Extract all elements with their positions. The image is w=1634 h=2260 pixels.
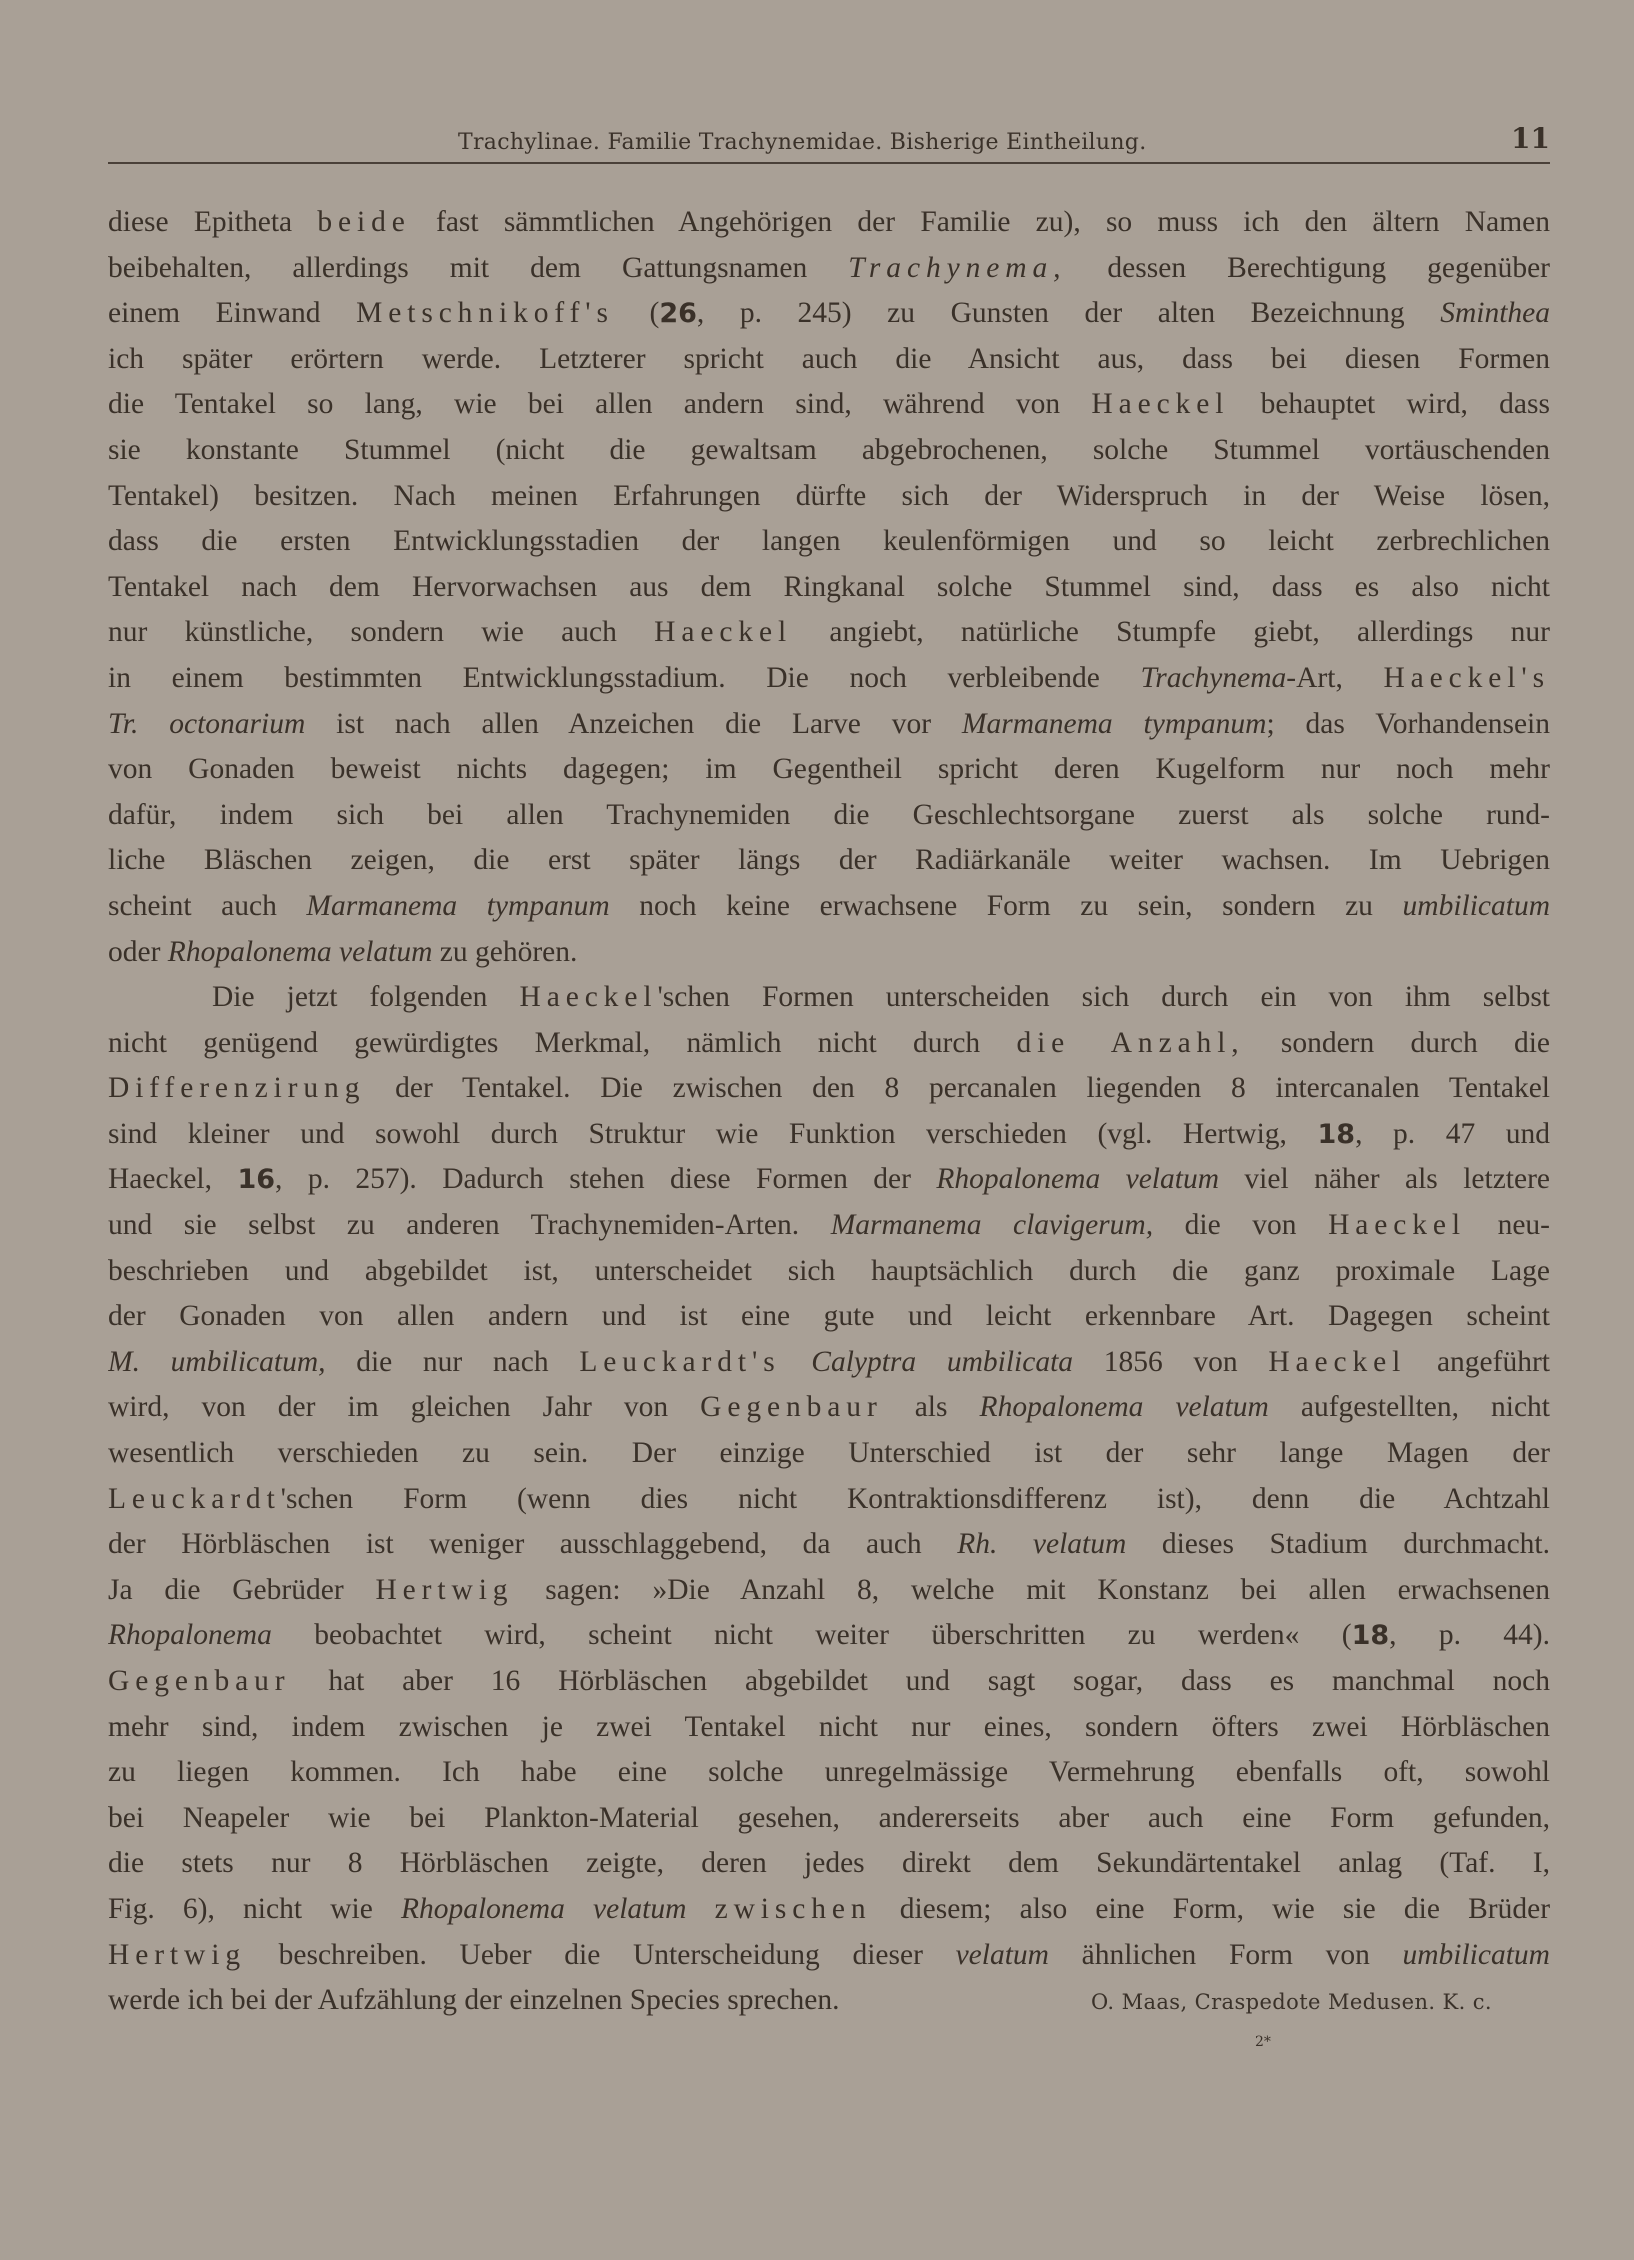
text-run: sie konstante Stummel (nicht die gewaltsam abgebrochenen, solche Stummel vortäuschenden bbox=[108, 433, 1550, 466]
text-line bbox=[108, 337, 1550, 383]
text-run: behauptet wird, dass bbox=[1229, 388, 1550, 421]
text-run: Marmanema tympanum bbox=[961, 707, 1267, 740]
text-line bbox=[108, 656, 1550, 702]
text-line bbox=[108, 610, 1550, 656]
text-run: dass die ersten Entwicklungsstadien der langen keulenförmigen und so leicht zerbrechlichen bbox=[108, 525, 1550, 558]
text-run: sondern durch die bbox=[1244, 1026, 1550, 1059]
text-run: Gegenbaur bbox=[108, 1665, 291, 1697]
text-line bbox=[108, 1021, 1550, 1067]
text-run: oder bbox=[108, 935, 168, 968]
text-run: Haeckel's bbox=[1383, 661, 1550, 694]
text-run: nur künstliche, sondern wie auch bbox=[108, 616, 655, 649]
text-run: Fig. 6), nicht wie bbox=[108, 1892, 401, 1925]
text-run: die Anzahl, bbox=[1016, 1026, 1245, 1059]
text-run: Tentakel nach dem Hervorwachsen aus dem Ringkanal solche Stummel sind, dass es also nicht bbox=[108, 570, 1550, 603]
text-run: der Gonaden von allen andern und ist eine gute und leicht erkennbare Art. Dagegen scheint bbox=[108, 1300, 1550, 1333]
text-run: aufgestellten, nicht bbox=[1268, 1391, 1550, 1424]
text-run: velatum bbox=[955, 1938, 1049, 1971]
text-run: zu gehören. bbox=[432, 935, 578, 968]
text-line bbox=[108, 474, 1550, 520]
text-run: angiebt, natürliche Stumpfe giebt, allerdings nur bbox=[792, 616, 1550, 649]
text-run: Rhopalonema velatum bbox=[167, 935, 433, 968]
text-line bbox=[108, 1933, 1550, 1979]
text-run: von Gonaden beweist nichts dagegen; im Gegentheil spricht deren Kugelform nur noch mehr bbox=[108, 753, 1550, 786]
text-run: ist nach allen Anzeichen die Larve vor bbox=[305, 707, 962, 740]
text-run: Marmanema tympanum bbox=[306, 889, 610, 922]
text-run: Haeckel bbox=[1268, 1345, 1407, 1378]
text-run: zu liegen kommen. Ich habe eine solche unregelmässige Vermehrung ebenfalls oft, sowohl bbox=[108, 1756, 1550, 1789]
text-run: zwischen bbox=[714, 1892, 872, 1925]
text-run: hat aber 16 Hörbläschen abgebildet und sagt sogar, dass es manchmal noch bbox=[290, 1665, 1550, 1697]
text-run: 1856 von bbox=[1073, 1345, 1269, 1378]
text-run: die nur nach bbox=[325, 1345, 580, 1378]
text-run: 16 bbox=[237, 1164, 276, 1196]
text-run: noch keine erwachsene Form zu sein, sondern zu bbox=[609, 889, 1403, 922]
text-line bbox=[108, 1613, 1550, 1659]
text-run: Die jetzt folgenden bbox=[212, 981, 520, 1014]
text-line bbox=[108, 1385, 1550, 1431]
text-run: Rhopalonema velatum bbox=[979, 1391, 1269, 1424]
text-run: Calyptra umbilicata bbox=[811, 1345, 1074, 1378]
text-run: , p. 245) zu Gunsten der alten Bezeichnung bbox=[696, 297, 1441, 330]
text-run: Trachynema bbox=[1140, 661, 1287, 694]
text-line bbox=[108, 1887, 1550, 1933]
text-run: beide bbox=[317, 206, 411, 238]
text-run: Rhopalonema bbox=[108, 1619, 272, 1652]
text-run: mehr sind, indem zwischen je zwei Tentakel nicht nur eines, sondern öfters zwei Hörbläschen bbox=[108, 1710, 1550, 1743]
text-line bbox=[108, 1568, 1550, 1614]
text-run: Marmanema clavigerum, bbox=[830, 1209, 1154, 1242]
text-line bbox=[108, 884, 1550, 930]
text-run bbox=[686, 1893, 714, 1925]
text-run: sagen: »Die Anzahl 8, welche mit Konstanz bei allen erwachsenen bbox=[513, 1573, 1550, 1606]
text-run: dieses Stadium durchmacht. bbox=[1126, 1528, 1550, 1561]
text-run: die von bbox=[1153, 1209, 1329, 1242]
text-run: ( bbox=[613, 297, 660, 330]
text-line bbox=[108, 200, 1550, 246]
text-run: viel näher als letztere bbox=[1219, 1163, 1550, 1196]
text-run: die stets nur 8 Hörbläschen zeigte, deren jedes direkt dem Sekundärtentakel anlag (Taf. I, bbox=[108, 1847, 1550, 1880]
text-line bbox=[108, 1750, 1550, 1796]
text-run: -Art, bbox=[1286, 661, 1384, 694]
text-run: beobachtet wird, scheint nicht weiter überschritten zu werden« ( bbox=[271, 1619, 1352, 1652]
text-run: liche Bläschen zeigen, die erst später längs der Radiärkanäle weiter wachsen. Im Uebrigen bbox=[108, 844, 1550, 877]
text-run: angeführt bbox=[1406, 1345, 1550, 1378]
text-run: werde ich bei der Aufzählung der einzelnen Species sprechen. bbox=[108, 1984, 840, 2017]
text-run: dessen Berechtigung gegenüber bbox=[1066, 251, 1550, 284]
text-run: die Tentakel so lang, wie bei allen andern sind, während von bbox=[108, 388, 1092, 421]
text-run: Trachynema, bbox=[848, 251, 1067, 284]
text-line bbox=[108, 1249, 1550, 1295]
text-run: einem Einwand bbox=[108, 297, 357, 330]
text-run: Haeckel bbox=[654, 616, 793, 649]
text-line bbox=[108, 246, 1550, 292]
text-run: Leuckardt's bbox=[579, 1345, 781, 1378]
text-line bbox=[108, 1066, 1550, 1112]
text-line bbox=[108, 1203, 1550, 1249]
text-run: der Tentakel. Die zwischen den 8 percanalen liegenden 8 intercanalen Tentakel bbox=[365, 1072, 1550, 1105]
text-line bbox=[108, 1157, 1550, 1203]
text-run: diese Epitheta bbox=[108, 206, 318, 238]
text-line bbox=[108, 519, 1550, 565]
text-line bbox=[108, 1340, 1550, 1386]
text-line bbox=[108, 428, 1550, 474]
text-run: Gegenbaur bbox=[700, 1391, 883, 1424]
text-run: beibehalten, allerdings mit dem Gattungsnamen bbox=[108, 251, 849, 284]
text-run: Haeckel bbox=[1328, 1209, 1467, 1242]
text-run: 26 bbox=[659, 298, 697, 330]
text-line bbox=[108, 1112, 1550, 1158]
text-line bbox=[108, 1841, 1550, 1887]
text-run: , p. 47 und bbox=[1355, 1117, 1550, 1150]
text-run: Rh. velatum bbox=[957, 1528, 1127, 1561]
text-run: als bbox=[882, 1391, 980, 1424]
page-number: 11 bbox=[1511, 122, 1550, 155]
text-run: Hertwig bbox=[375, 1573, 514, 1606]
text-line bbox=[108, 747, 1550, 793]
text-run: Sminthea bbox=[1440, 297, 1550, 330]
text-run: Haeckel bbox=[519, 981, 658, 1014]
text-line bbox=[108, 382, 1550, 428]
text-run: in einem bestimmten Entwicklungsstadium. Die noch verbleibende bbox=[108, 661, 1141, 694]
text-run: wird, von der im gleichen Jahr von bbox=[108, 1391, 701, 1424]
text-run: , p. 44). bbox=[1389, 1619, 1550, 1652]
text-line bbox=[108, 1796, 1550, 1842]
text-run: Leuckardt bbox=[108, 1482, 281, 1515]
text-run: und sie selbst zu anderen Trachynemiden-Arten. bbox=[108, 1209, 831, 1242]
body-text bbox=[108, 200, 1550, 2024]
text-line bbox=[108, 1294, 1550, 1340]
text-line bbox=[108, 702, 1550, 748]
text-run: ich später erörtern werde. Letzterer spricht auch die Ansicht aus, dass bei diesen Formen bbox=[108, 342, 1550, 375]
text-run: ; das Vorhandensein bbox=[1266, 707, 1550, 740]
text-run: beschrieben und abgebildet ist, unterscheidet sich hauptsächlich durch die ganz proximale Lage bbox=[108, 1254, 1550, 1287]
text-run: Metschnikoff's bbox=[356, 297, 614, 330]
text-line bbox=[108, 1522, 1550, 1568]
text-line bbox=[108, 930, 1550, 976]
text-run: diesem; also eine Form, wie sie die Brüder bbox=[871, 1892, 1550, 1925]
text-run: 18 bbox=[1351, 1620, 1390, 1652]
text-run: umbilicatum bbox=[1402, 1938, 1550, 1971]
text-line bbox=[108, 291, 1550, 337]
text-run: scheint auch bbox=[108, 889, 307, 922]
text-run: 'schen Formen unterscheiden sich durch ein von ihm selbst bbox=[657, 981, 1550, 1014]
text-line bbox=[108, 565, 1550, 611]
text-run: wesentlich verschieden zu sein. Der einzige Unterschied ist der sehr lange Magen der bbox=[108, 1437, 1550, 1470]
text-run: 18 bbox=[1317, 1118, 1356, 1150]
text-run: Rhopalonema velatum bbox=[400, 1892, 687, 1925]
text-line bbox=[108, 975, 1550, 1021]
text-run bbox=[781, 1346, 812, 1378]
text-run: Hertwig bbox=[108, 1938, 246, 1971]
text-run: , p. 257). Dadurch stehen diese Formen der bbox=[275, 1163, 937, 1196]
text-line bbox=[108, 838, 1550, 884]
text-line bbox=[108, 1431, 1550, 1477]
text-run: nicht genügend gewürdigtes Merkmal, nämlich nicht durch bbox=[108, 1026, 1017, 1059]
text-line bbox=[108, 1477, 1550, 1523]
text-run: beschreiben. Ueber die Unterscheidung dieser bbox=[245, 1938, 956, 1971]
text-run: neu- bbox=[1466, 1209, 1550, 1242]
running-title: Trachylinae. Familie Trachynemidae. Bisherige Eintheilung. bbox=[458, 130, 1147, 155]
running-header bbox=[108, 122, 1550, 164]
text-run: Haeckel bbox=[1091, 388, 1230, 421]
text-run: Rhopalonema velatum bbox=[936, 1163, 1219, 1196]
text-run: bei Neapeler wie bei Plankton-Material gesehen, andererseits aber auch eine Form gefunden, bbox=[108, 1801, 1550, 1834]
text-run: umbilicatum bbox=[1402, 889, 1550, 922]
signature-mark: 2* bbox=[1255, 2034, 1271, 2050]
text-run: Differenzirung bbox=[108, 1072, 366, 1105]
text-run: ähnlichen Form von bbox=[1048, 1938, 1403, 1971]
text-run: Tentakel) besitzen. Nach meinen Erfahrungen dürfte sich der Widerspruch in der Weise lösen, bbox=[108, 479, 1550, 512]
text-run: dafür, indem sich bei allen Trachynemiden die Geschlechtsorgane zuerst als solche rund- bbox=[108, 798, 1550, 831]
text-line bbox=[108, 1659, 1550, 1705]
text-run: 'schen Form (wenn dies nicht Kontraktionsdifferenz ist), denn die Achtzahl bbox=[280, 1482, 1550, 1515]
text-run: der Hörbläschen ist weniger ausschlaggebend, da auch bbox=[108, 1528, 958, 1561]
text-run: Tr. octonarium bbox=[108, 707, 306, 740]
text-run: Haeckel, bbox=[108, 1163, 238, 1196]
text-run: sind kleiner und sowohl durch Struktur wie Funktion verschieden (vgl. Hertwig, bbox=[108, 1117, 1318, 1150]
text-run: M. umbilicatum, bbox=[108, 1345, 326, 1378]
text-line bbox=[108, 793, 1550, 839]
text-line bbox=[108, 1705, 1550, 1751]
text-run: Ja die Gebrüder bbox=[108, 1573, 376, 1606]
footer-citation: O. Maas, Craspedote Medusen. K. c. bbox=[1091, 1990, 1492, 2014]
text-run: fast sämmtlichen Angehörigen der Familie zu), so muss ich den ältern Namen bbox=[410, 206, 1550, 238]
